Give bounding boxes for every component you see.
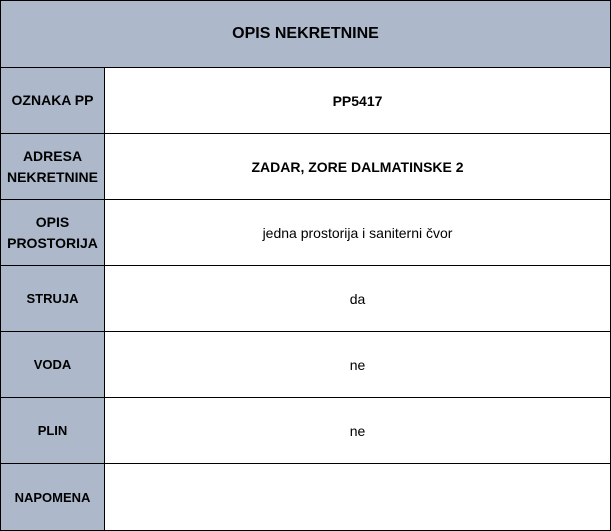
row-value-struja: da xyxy=(349,290,366,307)
row-value-napomena xyxy=(105,464,610,530)
table-row-opis xyxy=(1,200,610,266)
row-value-opis: jedna prostorija i saniterni čvor xyxy=(262,224,453,241)
row-label-plin: PLIN xyxy=(1,398,105,463)
row-label-voda: VODA xyxy=(1,332,105,397)
table-row-plin xyxy=(1,398,610,464)
table-row-voda xyxy=(1,332,610,398)
row-value-adresa: ZADAR, ZORE DALMATINSKE 2 xyxy=(251,158,464,175)
table-row-struja xyxy=(1,266,610,332)
row-value-plin: ne xyxy=(349,422,366,439)
table-row-oznaka xyxy=(1,68,610,134)
row-value-voda: ne xyxy=(349,356,366,373)
row-value-oznaka: PP5417 xyxy=(332,92,383,109)
row-label-opis: OPIS PROSTORIJA xyxy=(1,200,105,265)
table-row-adresa xyxy=(1,134,610,200)
row-label-struja: STRUJA xyxy=(1,266,105,331)
row-label-napomena: NAPOMENA xyxy=(1,464,105,530)
table-row-napomena xyxy=(1,464,610,530)
row-label-oznaka: OZNAKA PP xyxy=(1,68,105,133)
row-label-adresa: ADRESA NEKRETNINE xyxy=(1,134,105,199)
table-title: OPIS NEKRETNINE xyxy=(1,1,610,68)
